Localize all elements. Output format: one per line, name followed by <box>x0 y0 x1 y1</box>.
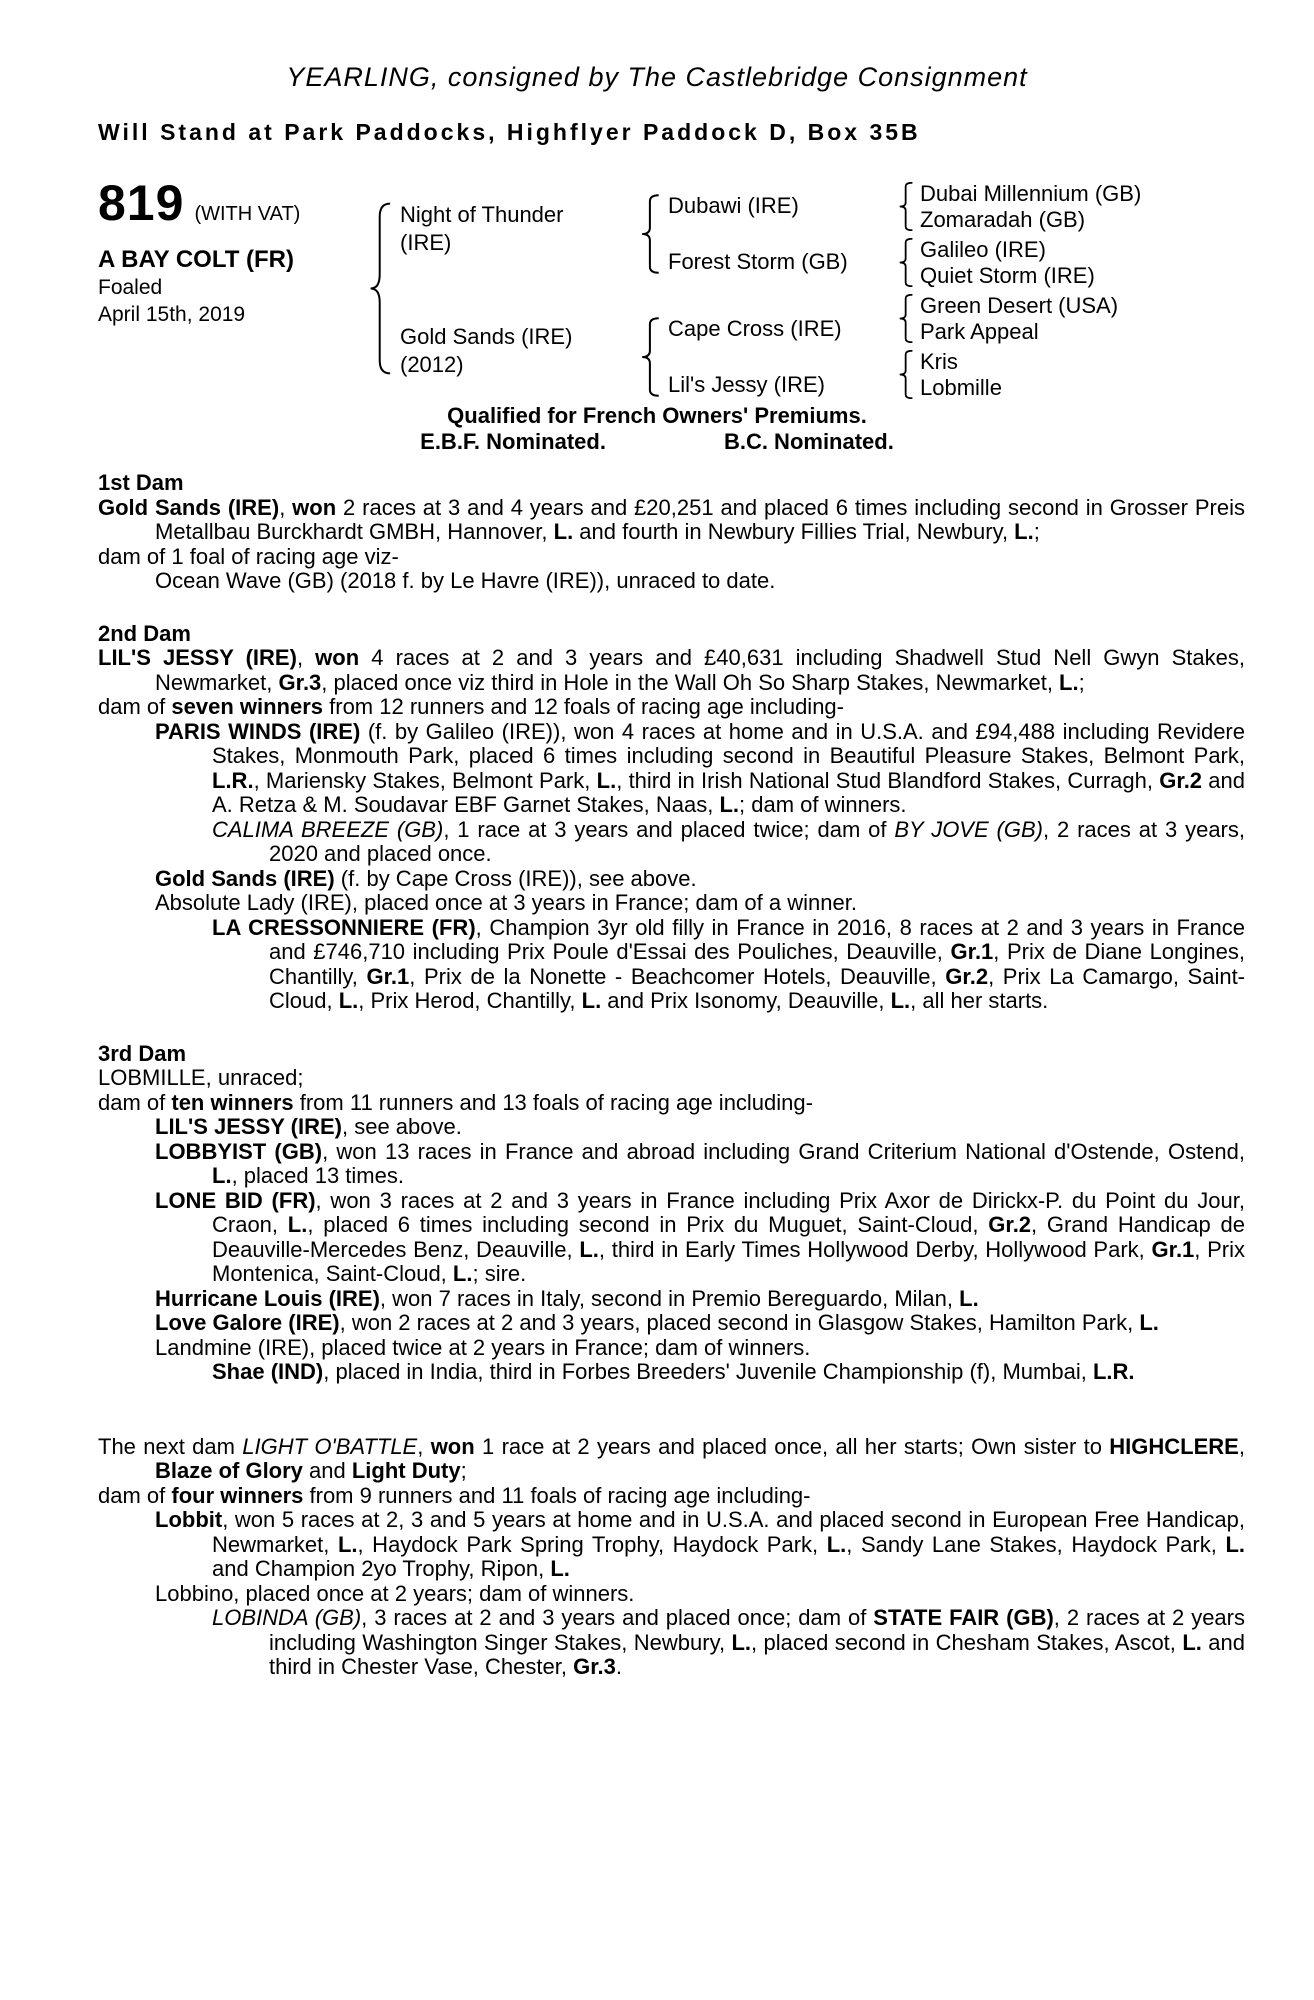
text-run: 4 races at 2 and 3 years and £40,631 including Shadwell Stud Nell Gwyn Stakes, Newmarket, <box>155 645 1245 695</box>
great-grandparent-name: Park Appeal <box>920 318 1039 344</box>
paragraph-lobinda <box>98 1606 1245 1680</box>
great-grandparent-name: Green Desert (USA) <box>920 293 1119 318</box>
paragraph-lone-bid <box>98 1189 1245 1287</box>
text-run: Blaze of Glory <box>155 1458 303 1483</box>
text-run: , Prix de Diane Longines, Chantilly, <box>269 939 1245 989</box>
lot-number: 819 <box>98 175 185 231</box>
text-run: L. <box>452 1261 473 1286</box>
text-run: The next dam <box>98 1433 243 1459</box>
section-2nd-dam <box>98 622 1245 1014</box>
text-run: Lobbit <box>155 1507 223 1532</box>
text-run: from 12 runners and 12 foals of racing age including- <box>323 694 844 719</box>
sire-name <box>400 201 572 257</box>
sire-sire-name: Dubawi (IRE) <box>668 193 799 218</box>
lot-info <box>98 176 368 401</box>
text-run: , Prix Herod, Chantilly, <box>358 988 582 1013</box>
brace-icon <box>898 182 915 231</box>
text-run: from 9 runners and 11 foals of racing age including- <box>303 1482 811 1508</box>
paragraph-love-galore <box>98 1311 1245 1336</box>
dam-parents-group <box>640 317 898 397</box>
dam-name-line2: (2012) <box>400 352 464 377</box>
text-run: , Haydock Park Spring Trophy, Haydock Park, <box>357 1531 827 1557</box>
paragraph-light-obattle <box>98 1435 1245 1484</box>
text-run: L. <box>1182 1629 1202 1655</box>
text-run: Gr.1 <box>950 939 994 964</box>
text-run: , <box>279 494 293 520</box>
text-run: seven winners <box>171 694 324 719</box>
great-grandparent-name: Dubai Millennium (GB) <box>920 181 1142 206</box>
text-run: L. <box>337 1531 358 1557</box>
paragraph-hurricane-louis <box>98 1287 1245 1312</box>
text-run: , Mariensky Stakes, Belmont Park, <box>253 767 597 793</box>
great-grandparents-group <box>898 182 1244 231</box>
text-run: L. <box>553 519 574 544</box>
text-run: L. <box>581 988 602 1013</box>
great-grandparent-name: Quiet Storm (IRE) <box>920 262 1095 288</box>
text-run: ; <box>460 1458 467 1483</box>
text-run: L. <box>890 988 911 1013</box>
text-run: L. <box>826 1531 847 1557</box>
text-run: Gold Sands (IRE) <box>98 494 280 520</box>
text-run: Gr.1 <box>1151 1236 1195 1262</box>
text-run: LONE BID (FR) <box>155 1187 316 1213</box>
text-run: . <box>615 1654 623 1679</box>
text-run: HIGHCLERE <box>1109 1433 1239 1459</box>
text-run: and fourth in Newbury Fillies Trial, Newbury, <box>573 519 1015 544</box>
sire-dam-name: Forest Storm (GB) <box>668 249 848 274</box>
pedigree-generation-2 <box>640 176 898 401</box>
text-run: , placed once viz third in Hole in the Wall Oh So Sharp Stakes, Newmarket, <box>321 669 1060 695</box>
great-grandparents-group <box>898 238 1244 287</box>
paragraph-paris-winds <box>98 720 1245 818</box>
lot-number-line <box>98 176 368 230</box>
text-run: four winners <box>171 1482 304 1508</box>
text-run: LIGHT O'BATTLE <box>242 1433 418 1459</box>
brace-icon <box>898 238 915 287</box>
text-run: Absolute Lady (IRE), placed once at 3 years in France; dam of a winner. <box>155 890 857 915</box>
text-run: Hurricane Louis (IRE) <box>155 1285 380 1311</box>
text-run: and <box>302 1458 352 1483</box>
text-run: LOBINDA (GB) <box>212 1605 362 1630</box>
catalog-text <box>98 471 1245 1680</box>
text-run: , won 13 races in France and abroad including Grand Criterium National d'Ostende, Ostend, <box>322 1138 1245 1164</box>
paragraph-absolute-lady <box>98 891 1245 916</box>
text-run: L. <box>719 792 740 817</box>
sire-parents-group <box>640 194 898 274</box>
text-run: Gr.3 <box>573 1654 616 1679</box>
vat-note: (WITH VAT) <box>194 203 301 225</box>
text-run: won <box>292 494 337 520</box>
text-run: L. <box>1014 519 1034 544</box>
paragraph-shae <box>98 1360 1245 1385</box>
text-run: , won 5 races at 2, 3 and 5 years at home and in U.S.A. and placed second in European Free Handicap, Newmarket, <box>212 1507 1245 1557</box>
text-run: dam of 1 foal of racing age viz- <box>98 543 399 569</box>
paragraph-landmine <box>98 1336 1245 1361</box>
paragraph-produce-intro <box>98 695 1245 720</box>
text-run: , see above. <box>341 1114 462 1139</box>
text-run: LA CRESSONNIERE (FR) <box>212 914 476 940</box>
text-run: from 11 runners and 13 foals of racing age including- <box>293 1089 813 1115</box>
dam-name <box>400 323 572 379</box>
pedigree-table <box>98 176 1244 401</box>
text-run: dam of <box>98 694 172 719</box>
text-run: ten winners <box>171 1089 294 1115</box>
text-run: L. <box>1225 1531 1245 1557</box>
sire-name-line2: (IRE) <box>400 230 452 255</box>
text-run: and A. Retza & M. Soudavar EBF Garnet Stakes, Naas, <box>212 767 1246 817</box>
text-run: Ocean Wave (GB) (2018 f. by Le Havre (IRE)), unraced to date. <box>155 568 776 593</box>
text-run: L. <box>338 988 359 1013</box>
section-heading: 1st Dam <box>98 470 184 495</box>
text-run: CALIMA BREEZE (GB) <box>212 816 444 842</box>
text-run: , Prix de la Nonette - Beachcomer Hotels, Deauville, <box>409 963 946 989</box>
paragraph-gold-sands-ref <box>98 867 1245 892</box>
text-run: , Prix La Camargo, Saint-Cloud, <box>269 963 1246 1013</box>
text-run: dam of <box>98 1089 172 1115</box>
sire-name-line1: Night of Thunder <box>400 202 564 227</box>
section-heading: 3rd Dam <box>98 1040 187 1066</box>
text-run: , third in Early Times Hollywood Derby, Hollywood Park, <box>598 1236 1152 1262</box>
paragraph-produce-intro <box>98 1484 1245 1509</box>
text-run: Gr.1 <box>366 963 410 989</box>
paragraph-lobbyist <box>98 1140 1245 1189</box>
text-run: , 1 race at 3 years and placed twice; dam of <box>443 816 895 842</box>
text-run: ; dam of winners. <box>739 792 907 817</box>
text-run: Gr.2 <box>988 1212 1032 1237</box>
premiums-note: Qualified for French Owners' Premiums. <box>447 403 867 428</box>
text-run: ; <box>1033 519 1040 544</box>
text-run: ; sire. <box>472 1261 527 1286</box>
text-run: L. <box>287 1212 308 1237</box>
text-run: L.R. <box>212 767 254 793</box>
great-grandparent-name: Lobmille <box>920 374 1002 400</box>
text-run: LIL'S JESSY (IRE) <box>155 1114 342 1139</box>
brace-icon <box>368 201 394 376</box>
paragraph-gold-sands <box>98 496 1245 545</box>
text-run: and third in Chester Vase, Chester, <box>269 1629 1245 1679</box>
text-run: Gr.2 <box>945 963 989 989</box>
text-run: L. <box>579 1236 599 1262</box>
text-run: L. <box>1059 669 1079 695</box>
brace-icon <box>640 317 662 397</box>
text-run: Landmine (IRE), placed twice at 2 years in France; dam of winners. <box>155 1334 811 1360</box>
text-run: PARIS WINDS (IRE) <box>155 718 361 744</box>
pedigree-generation-1 <box>368 176 640 401</box>
text-run: LOBBYIST (GB) <box>155 1138 323 1164</box>
text-run: , <box>1238 1433 1245 1459</box>
text-run: , placed in India, third in Forbes Breeders' Juvenile Championship (f), Mumbai, <box>323 1359 1093 1384</box>
text-run: won <box>315 645 360 670</box>
section-1st-dam <box>98 471 1245 594</box>
brace-icon <box>898 294 915 343</box>
paragraph-produce-intro <box>98 1091 1245 1116</box>
great-grandparent-name: Kris <box>920 349 958 374</box>
paragraph-lils-jessy <box>98 646 1245 695</box>
page-title: YEARLING, consigned by The Castlebridge Consignment <box>286 62 1028 92</box>
lot-description: A BAY COLT (FR) <box>98 246 294 273</box>
text-run: , placed 6 times including second in Prix du Muguet, Saint-Cloud, <box>307 1212 989 1237</box>
brace-icon <box>898 350 915 399</box>
text-run: 1 race at 2 years and placed once, all her starts; Own sister to <box>474 1433 1110 1459</box>
text-run: L. <box>596 767 617 793</box>
text-run: , third in Irish National Stud Blandford Stakes, Curragh, <box>616 767 1160 793</box>
text-run: , placed 13 times. <box>231 1163 404 1188</box>
stand-location: Will Stand at Park Paddocks, Highflyer Paddock D, Box 35B <box>98 119 921 145</box>
paragraph-la-cressonniere <box>98 916 1245 1014</box>
great-grandparents-group <box>898 350 1244 399</box>
text-run: , Sandy Lane Stakes, Haydock Park, <box>846 1531 1226 1557</box>
text-run: , won 7 races in Italy, second in Premio Bereguardo, Milan, <box>379 1285 960 1311</box>
text-run: , all her starts. <box>910 988 1049 1013</box>
text-run: LOBMILLE, unraced; <box>98 1065 304 1090</box>
section-heading: 2nd Dam <box>98 620 191 646</box>
text-run: and Champion 2yo Trophy, Ripon, <box>212 1556 551 1581</box>
text-run: , 2 races at 2 years including Washington Singer Stakes, Newbury, <box>269 1605 1245 1655</box>
text-run: , placed second in Chesham Stakes, Ascot, <box>751 1629 1183 1655</box>
paragraph-calima-breeze <box>98 818 1245 867</box>
text-run: , <box>296 645 316 670</box>
ebf-note: E.B.F. Nominated. <box>420 429 606 454</box>
section-next-dam <box>98 1435 1245 1680</box>
text-run: , 2 races at 3 years, 2020 and placed once. <box>269 816 1245 866</box>
text-run: L. <box>212 1163 232 1188</box>
text-run: 2 races at 3 and 4 years and £20,251 and placed 6 times including second in Grosser Preis Metallbau Burckhardt GMBH, Hannover, <box>155 494 1245 544</box>
foaled-label: Foaled <box>98 276 163 299</box>
great-grandparent-name: Galileo (IRE) <box>920 237 1046 262</box>
text-run: won <box>430 1433 475 1459</box>
great-grandparents-group <box>898 294 1244 343</box>
text-run: Light Duty <box>351 1458 461 1483</box>
text-run: (f. by Galileo (IRE)), won 4 races at home and in U.S.A. and £94,488 including Revidere Stakes, Monmouth Park, placed 6 times including second in Beautiful Pleasure Stakes, Belmont Park, <box>212 718 1245 768</box>
text-run: , won 3 races at 2 and 3 years in France including Prix Axor de Dirickx-P. du Point du Jour, Craon, <box>212 1187 1246 1237</box>
section-3rd-dam <box>98 1042 1245 1385</box>
text-run: Love Galore (IRE) <box>155 1310 340 1335</box>
text-run: Gold Sands (IRE) <box>155 865 335 891</box>
nomination-notes <box>0 403 1314 455</box>
text-run: L. <box>731 1629 752 1655</box>
text-run: , Prix Montenica, Saint-Cloud, <box>212 1236 1245 1286</box>
text-run: L.R. <box>1092 1359 1135 1384</box>
paragraph-lobbino <box>98 1582 1245 1607</box>
pedigree-generation-3 <box>898 176 1244 401</box>
great-grandparent-name: Zomaradah (GB) <box>920 206 1086 232</box>
text-run: , won 2 races at 2 and 3 years, placed second in Glasgow Stakes, Hamilton Park, <box>339 1310 1140 1335</box>
text-run: (f. by Cape Cross (IRE)), see above. <box>334 865 697 891</box>
brace-icon <box>640 194 662 274</box>
dam-sire-name: Cape Cross (IRE) <box>668 316 842 341</box>
text-run: STATE FAIR (GB) <box>873 1605 1054 1630</box>
text-run: , <box>417 1433 431 1459</box>
text-run: , Grand Handicap de Deauville-Mercedes Benz, Deauville, <box>212 1212 1245 1262</box>
text-run: L. <box>550 1556 570 1581</box>
bc-note: B.C. Nominated. <box>723 429 894 454</box>
paragraph-produce-intro <box>98 545 1245 570</box>
paragraph-lils-jessy-ref <box>98 1115 1245 1140</box>
text-run: Lobbino, placed once at 2 years; dam of winners. <box>155 1580 635 1606</box>
text-run: BY JOVE (GB) <box>894 816 1043 842</box>
text-run: and Prix Isonomy, Deauville, <box>601 988 891 1013</box>
text-run: L. <box>959 1285 979 1311</box>
dam-name-line1: Gold Sands (IRE) <box>400 324 573 349</box>
dam-dam-name: Lil's Jessy (IRE) <box>668 372 825 397</box>
paragraph-ocean-wave <box>98 569 1245 594</box>
foaled-date: April 15th, 2019 <box>98 303 246 326</box>
text-run: Gr.2 <box>1159 767 1203 793</box>
text-run: LIL'S JESSY (IRE) <box>98 645 297 670</box>
text-run: , 3 races at 2 and 3 years and placed once; dam of <box>361 1605 874 1630</box>
text-run: Shae (IND) <box>212 1359 324 1384</box>
text-run: Gr.3 <box>278 669 322 695</box>
text-run: , Champion 3yr old filly in France in 2016, 8 races at 2 and 3 years in France and £746,710 including Prix Poule d'Essai des Pouliches, Deauville, <box>269 914 1246 964</box>
text-run: ; <box>1078 669 1085 695</box>
paragraph-lobmille <box>98 1066 1245 1091</box>
text-run: dam of <box>98 1482 172 1508</box>
paragraph-lobbit <box>98 1508 1245 1582</box>
text-run: L. <box>1139 1310 1159 1335</box>
